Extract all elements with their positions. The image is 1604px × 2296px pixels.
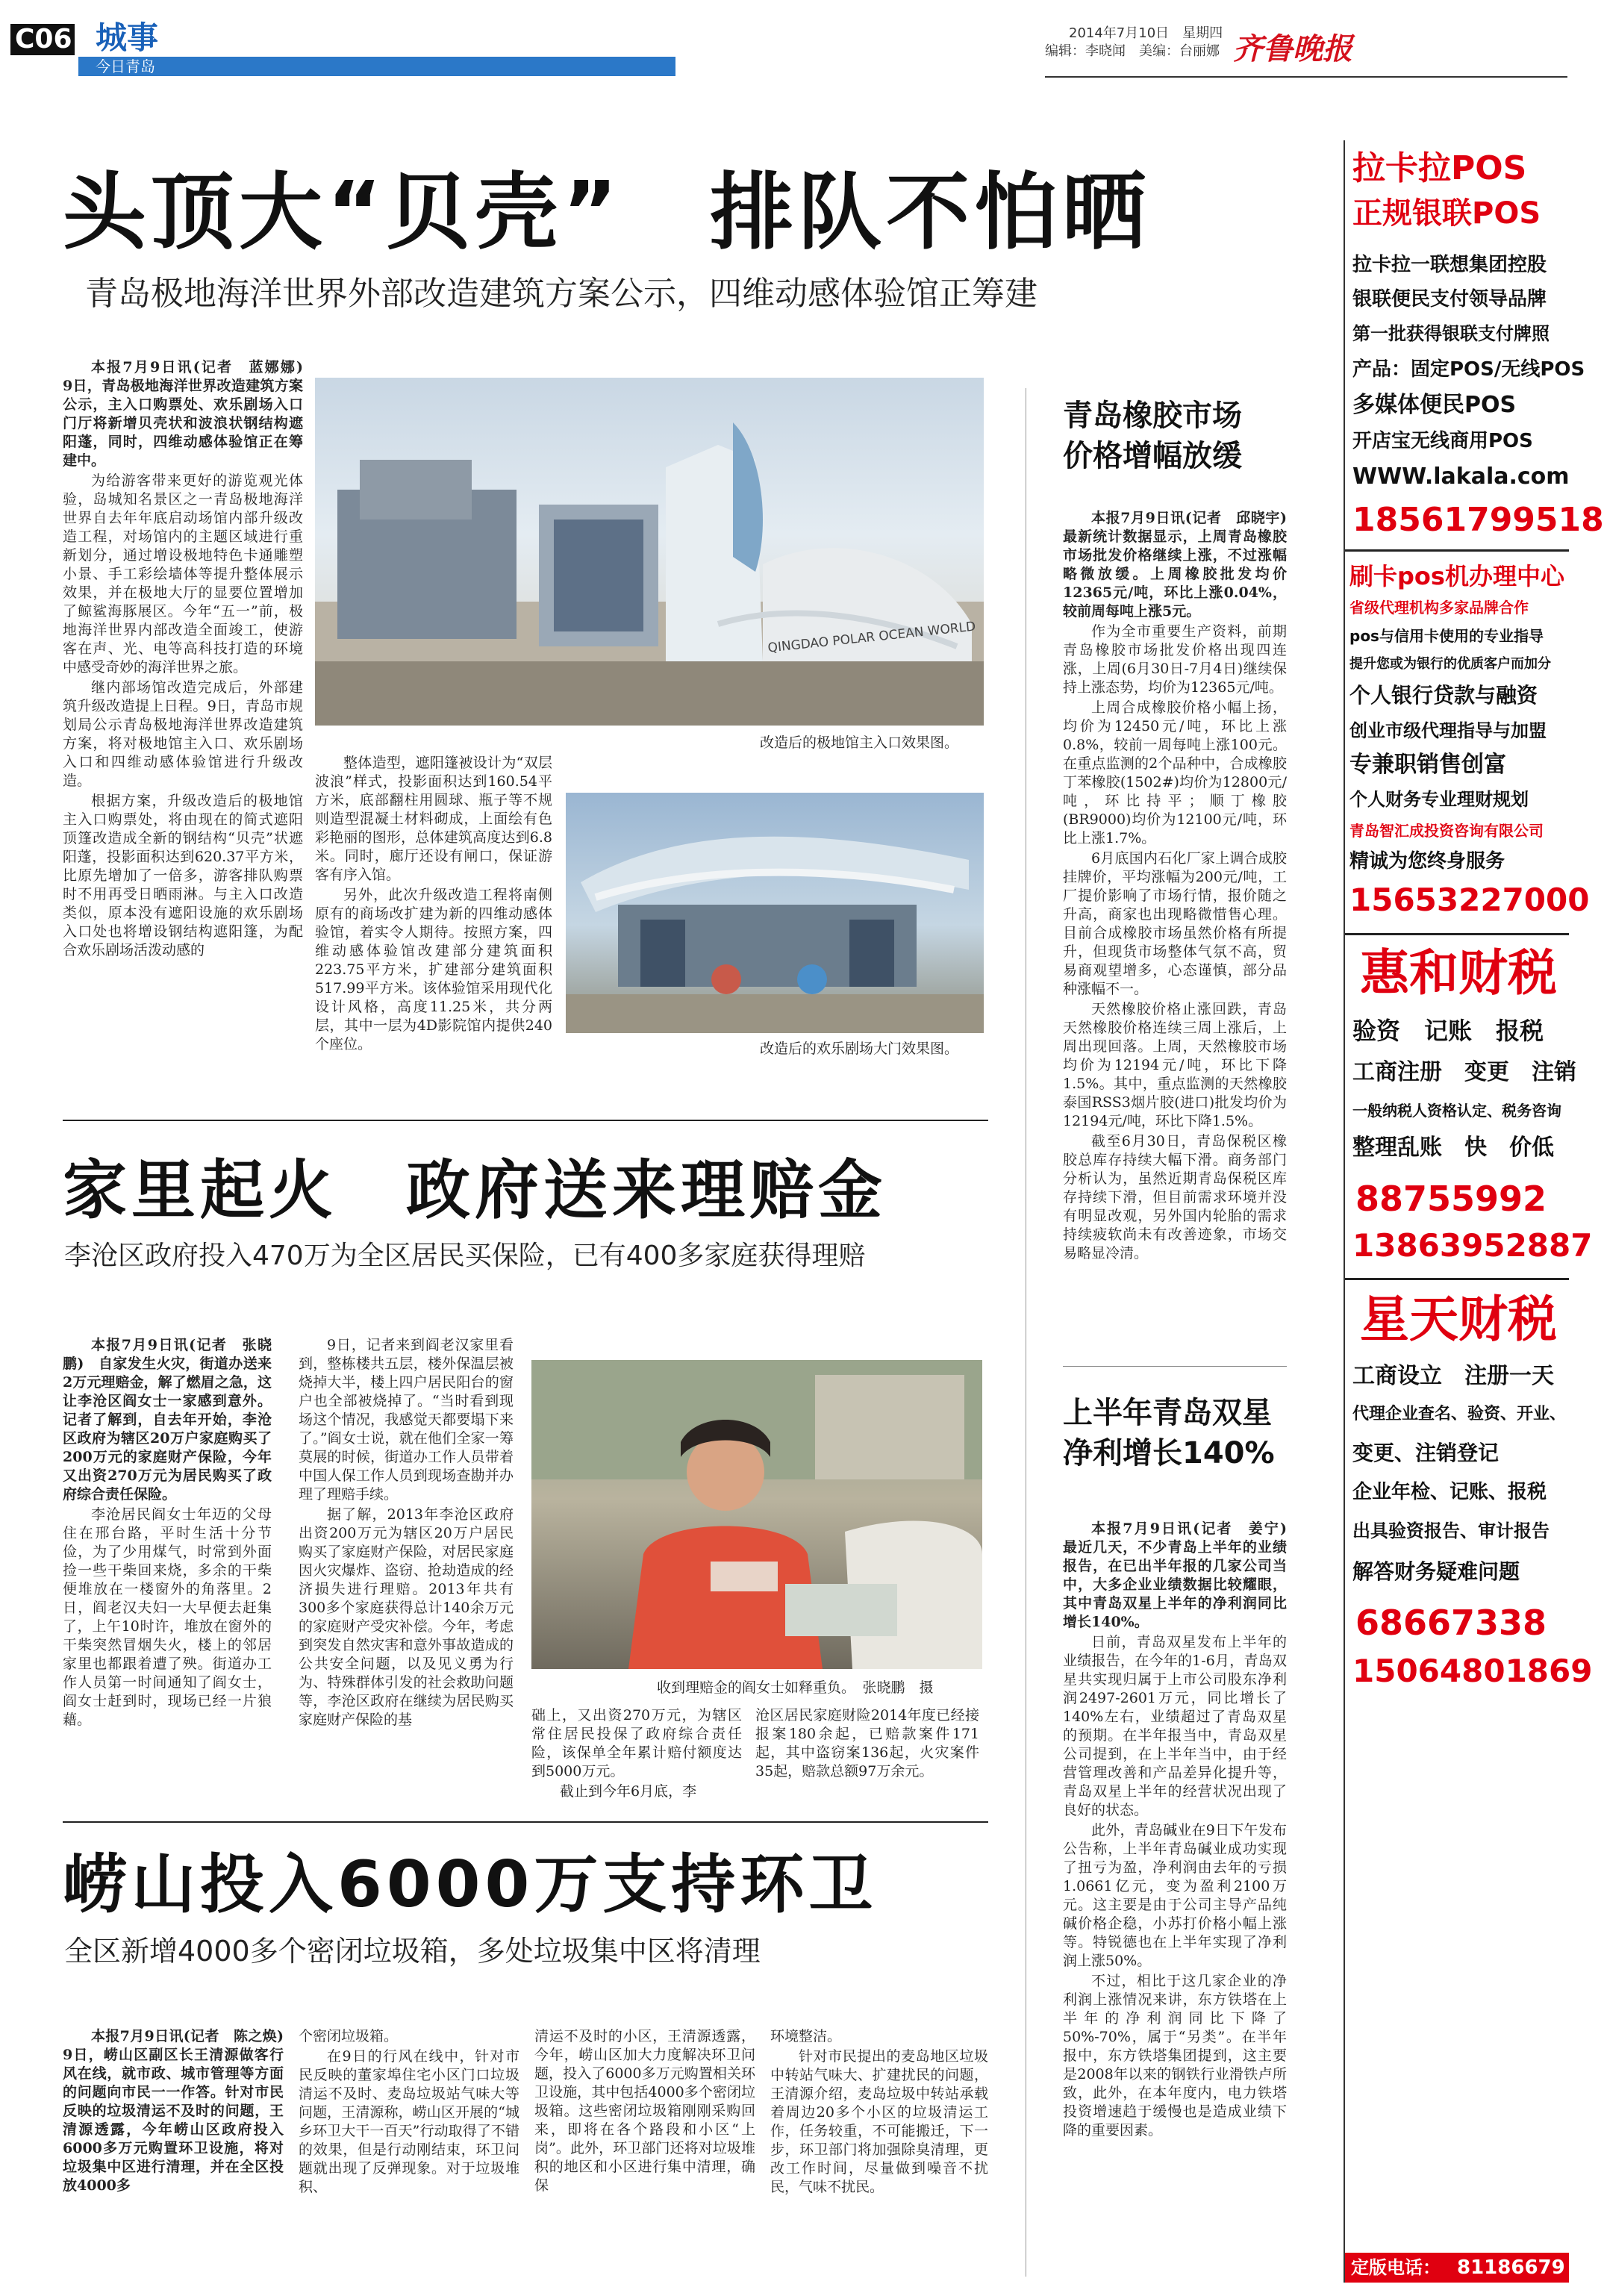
ad-footer-phone: 81186679 xyxy=(1457,2256,1565,2279)
story3-column-3 xyxy=(534,2027,755,2281)
story1-column-2 xyxy=(315,754,552,1082)
editors: 编辑：李晓闻 美编：台丽娜 xyxy=(1045,43,1220,59)
sidebar2-body xyxy=(1063,1520,1302,2266)
ad1-line: 产品：固定POS/无线POS xyxy=(1352,358,1585,381)
story3-headline: 崂山投入6000万支持环卫 xyxy=(63,1847,878,1922)
photo-sign-text: QINGDAO POLAR OCEAN WORLD xyxy=(767,619,977,656)
story1-paragraph: 继内部场馆改造完成后，外部建筑升级改造提上日程。9日，青岛市规划局公示青岛极地海洋世界改造建筑方案，将对极地馆主入口、欢乐剧场入口和四维动感体验馆进行升级改造。 xyxy=(63,679,303,789)
story1-paragraph: 本报7月9日讯(记者 蓝娜娜) 9日，青岛极地海洋世界改造建筑方案公示，主入口购票处、欢乐剧场入口门厅将新增贝壳状和波浪状钢结构遮阳蓬，同时，四维动感体验馆正在筹建中。 xyxy=(63,359,318,469)
story3-paragraph: 清运不及时的小区，王清源透露，今年，崂山区加大力度解决环卫问题，投入了6000多万元购置相关环卫设施，其中包括4000多个密闭垃圾箱。这些密闭垃圾箱刚刚采购回来，即将在各个路段和小区“上岗”。此外，环卫部门还将对垃圾堆积的地区和小区进行集中清理，确保 xyxy=(534,2028,755,2194)
section-subtitle: 今日青岛 xyxy=(96,57,155,75)
story2-paragraph: 础上，又出资270万元，为辖区常住居民投保了政府综合责任险，该保单全年累计赔付额度达到5000万元。 xyxy=(531,1707,742,1779)
ad2-title: 刷卡pos机办理中心 xyxy=(1349,562,1564,590)
payout-illustration xyxy=(531,1360,982,1669)
photo2-caption: 改造后的欢乐剧场大门效果图。 xyxy=(760,1041,959,1057)
story3-paragraph: 针对市民提出的麦岛地区垃圾中转站气味大、扩建扰民的问题，王清源介绍，麦岛垃圾中转站承载着周边20多个小区的垃圾清运工作，任务较重，不可能搬迁，下一步，环卫部门将加强除臭清理，更改工作时间，尽量做到噪音不扰民，气味不扰民。 xyxy=(770,2048,988,2195)
ad2-phone: 15653227000 xyxy=(1349,882,1590,918)
ad2-line: 省级代理机构多家品牌合作 xyxy=(1349,599,1529,617)
ad4-line: 解答财务疑难问题 xyxy=(1352,1559,1520,1584)
ad1-line: 第一批获得银联支付牌照 xyxy=(1352,323,1550,344)
ad-divider xyxy=(1345,549,1569,552)
story1-paragraph: 整体造型，遮阳篷被设计为“双层波浪”样式，投影面积达到160.54平方米，底部翻柱用圆球、瓶子等不规则造型混凝土材料砌成，上面绘有色彩艳丽的图形，总体建筑高度达到6.8米。同时，廊厅还设有闸口，保证游客有序入馆。 xyxy=(315,755,552,883)
story3-paragraph: 环境整洁。 xyxy=(770,2028,842,2044)
ad1-line: 多媒体便民POS xyxy=(1352,392,1517,418)
sidebar1-title-text: 青岛橡胶市场 价格增幅放缓 xyxy=(1063,399,1242,473)
story1-paragraph: 为给游客带来更好的游览观光体验，岛城知名景区之一青岛极地海洋世界自去年年底启动场馆内部升级改造工程，对场馆内的主题区域进行重新划分，通过增设极地特色卡通雕塑小景、手工彩绘墙体等提升整体展示效果，并在极地大厅的显要位置增加了鲸鲨海豚展区。今年“五一”前，极地海洋世界内部改造全面竣工，使游客在声、光、电等高科技打造的环境中感受奇妙的海洋世界之旅。 xyxy=(63,472,303,676)
story3-paragraph: 在9日的行风在线中，针对市民反映的董家埠住宅小区门口垃圾清运不及时、麦岛垃圾站气味大等问题，王清源称，崂山区开展的“城乡环卫大干一百天”行动取得了不错的效果，但是行动刚结束，环卫问题就出现了反弹现象。对于垃圾堆积、 xyxy=(299,2048,519,2195)
sidebar2-top-rule xyxy=(1063,1366,1287,1367)
ad1-subtitle: 正规银联POS xyxy=(1352,196,1541,231)
issue-date: 2014年7月10日 星期四 xyxy=(1069,25,1223,41)
story1-subhead: 青岛极地海洋世界外部改造建筑方案公示，四维动感体验馆正筹建 xyxy=(85,275,1037,313)
ad1-line: 拉卡拉一联想集团控股 xyxy=(1352,254,1547,276)
story3-column-4 xyxy=(770,2027,988,2281)
ad4-phone: 15064801869 xyxy=(1352,1653,1593,1689)
ad3-title: 惠和财税 xyxy=(1360,944,1557,1002)
section-bar xyxy=(78,57,675,76)
ad1-line: 银联便民支付领导品牌 xyxy=(1352,288,1547,311)
masthead-rule xyxy=(1045,76,1567,78)
ad-divider xyxy=(1345,933,1569,935)
story2-paragraph: 李沧居民阎女士年迈的父母住在邢台路，平时生活十分节俭，为了少用煤气，时常到外面捡一些干柴回来烧，多余的干柴便堆放在一楼窗外的角落里。2日，阎老汉夫妇一大早便去赶集了，上午10时许，堆放在窗外的干柴突然冒烟失火，楼上的邻居家里也都跟着遭了殃。街道办工作人员第一时间通知了阎女士，阎女士赶到时，现场已经一片狼藉。 xyxy=(63,1506,272,1728)
theater-illustration xyxy=(566,793,984,1033)
story3-top-rule xyxy=(63,1821,988,1823)
ad2-line: 创业市级代理指导与加盟 xyxy=(1349,720,1547,741)
ad4-line: 出具验资报告、审计报告 xyxy=(1352,1520,1550,1541)
story2-column-1 xyxy=(63,1336,272,1799)
ad2-line: 个人财务专业理财规划 xyxy=(1349,789,1529,810)
ad-column xyxy=(1344,140,1604,2283)
ad1-title: 拉卡拉POS xyxy=(1352,149,1527,187)
ad4-line: 企业年检、记账、报税 xyxy=(1352,1481,1547,1503)
story3-subhead: 全区新增4000多个密闭垃圾箱，多处垃圾集中区将清理 xyxy=(64,1935,761,1968)
ad2-line: 提升您或为银行的优质客户而加分 xyxy=(1349,656,1551,672)
sidebar1-paragraph: 截至6月30日，青岛保税区橡胶总库存持续大幅下滑。商务部门分析认为，虽然近期青岛保税区库存持续下滑，但目前需求环境并没有明显改观，另外国内轮胎的需求持续疲软尚未有改善迹象，市场交易略显冷清。 xyxy=(1063,1133,1287,1261)
sidebar2-paragraph: 日前，青岛双星发布上半年的业绩报告，在今年的1-6月，青岛双星共实现归属于上市公司股东净利润2497-2601万元，同比增长了140%左右，业绩超过了青岛双星的预期。在半年报当中，青岛双星公司提到，在上半年当中，由于经营管理改善和产品差异化提升等，青岛双星上半年的经营状况出现了良好的状态。 xyxy=(1063,1634,1287,1818)
story1-paragraph: 另外，此次升级改造工程将南侧原有的商场改扩建为新的四维动感体验馆，着实令人期待。按照方案，四维动感体验馆改建部分建筑面积223.75平方米，扩建部分建筑面积517.99平方米。该体验馆采用现代化设计风格，高度11.25米，共分两层，其中一层为4D影院馆内提供240个座位。 xyxy=(315,887,552,1052)
ad3-line: 整理乱账 快 价低 xyxy=(1352,1135,1554,1161)
sidebar1-body xyxy=(1063,509,1302,1345)
paper-name: 齐鲁晚报 xyxy=(1233,31,1352,66)
ad2-line: 专兼职销售创富 xyxy=(1349,752,1506,778)
story1-column-1 xyxy=(63,358,318,1082)
ad1-line: 开店宝无线商用POS xyxy=(1352,430,1533,452)
ad4-line: 代理企业查名、验资、开业、 xyxy=(1352,1405,1567,1423)
theater-entrance-photo xyxy=(566,793,984,1033)
story3-column-1 xyxy=(63,2027,299,2281)
ad4-phone: 68667338 xyxy=(1355,1603,1547,1643)
photo1-caption: 改造后的极地馆主入口效果图。 xyxy=(760,734,959,751)
sidebar2-paragraph: 本报7月9日讯(记者 姜宁) 最近几天，不少青岛上半年的业绩报告，在已出半年报的几家公司当中，大多企业业绩数据比较耀眼，其中青岛双星上半年的净利润同比增长140%。 xyxy=(1063,1520,1302,1630)
ad2-line: pos与信用卡使用的专业指导 xyxy=(1349,627,1544,645)
story3-column-2 xyxy=(299,2027,519,2281)
story3-paragraph: 本报7月9日讯(记者 陈之焕) 9日，崂山区副区长王清源做客行风在线，就市政、城市管理等方面的问题向市民一一作答。针对市民反映的垃圾清运不及时的问题，王清源透露，今年崂山区政府投入6000多万元购置环卫设施，将对垃圾集中区进行清理，并在全区投放4000多 xyxy=(63,2028,299,2194)
story2-paragraph: 9日，记者来到阎老汉家里看到，整栋楼共五层，楼外保温层被烧掉大半，楼上四户居民阳台的窗户也全部被烧掉了。“当时看到现场这个情况，我感觉天都要塌下来了。”阎女士说，就在他们全家一筹莫展的时候，街道办工作人员带着中国人保工作人员到现场查勘并办理了理赔手续。 xyxy=(299,1337,514,1503)
ad4-line: 工商设立 注册一天 xyxy=(1352,1363,1554,1389)
masthead xyxy=(0,0,1579,82)
sidebar1-paragraph: 作为全市重要生产资料，前期青岛橡胶市场批发价格出现四连涨，上周(6月30日-7月4日)继续保持上涨态势，均价为12365元/吨。 xyxy=(1063,623,1287,696)
sidebar1-paragraph: 本报7月9日讯(记者 邱晓宇) 最新统计数据显示，上周青岛橡胶市场批发价格继续上涨，不过涨幅略微放缓。上周橡胶批发均价12365元/吨，环比上涨0.04%，较前周每吨上涨5元。 xyxy=(1063,510,1302,620)
ad4-title: 星天财税 xyxy=(1360,1291,1557,1348)
ad3-line: 验资 记账 报税 xyxy=(1352,1017,1544,1045)
ad3-phone: 13863952887 xyxy=(1352,1227,1593,1264)
story2-column-4 xyxy=(755,1706,979,1803)
story2-paragraph: 据了解，2013年李沧区政府出资200万元为辖区20万户居民购买了家庭财产保险，对居民家庭因火灾爆炸、盗窃、抢劫造成的经济损失进行理赔。2013年共有300多个家庭获得总计140余万元的家庭财产受灾补偿。今年，考虑到突发自然灾害和意外事故造成的公共安全问题，以及见义勇为行为、特殊群体引发的社会救助问题等，李沧区政府在继续为居民购买家庭财产保险的基 xyxy=(299,1506,514,1728)
polar-world-illustration xyxy=(315,378,984,726)
sidebar2-paragraph: 不过，相比于这几家企业的净利润上涨情况来讲，东方铁塔在上半年的净利润同比下降了50%-70%，属于“另类”。在半年报中，东方铁塔集团提到，这主要是2008年以来的钢铁行业滑铁卢所致，此外，在本年度内，电力铁塔投资增速趋于缓慢也是造成业绩下降的重要因素。 xyxy=(1063,1973,1287,2139)
ad-footer-label: 定版电话： xyxy=(1351,2257,1441,2278)
sidebar2-paragraph: 此外，青岛碱业在9日下午发布公告称，上半年青岛碱业成功实现了扭亏为盈，净利润由去年的亏损1.0661亿元，变为盈利2100万元。这主要是由于公司主导产品纯碱价格企稳，小苏打价格小幅上涨等。特锐德也在上半年实现了净利润上涨50%。 xyxy=(1063,1822,1287,1969)
ad3-phone: 88755992 xyxy=(1355,1179,1547,1219)
ad3-line: 工商注册 变更 注销 xyxy=(1352,1059,1576,1085)
story2-paragraph: 截止到今年6月底，李 xyxy=(560,1783,697,1800)
story2-top-rule xyxy=(63,1120,988,1121)
story1-paragraph: 根据方案，升级改造后的极地馆主入口购票处，将由现在的简式遮阳顶篷改造成全新的钢结构“贝壳”状遮阳蓬，投影面积达到620.37平方米，比原先增加了一倍多，游客排队购票时不用再受日晒雨淋。与主入口改造类似，原本没有遮阳设施的欢乐剧场入口处也将增设钢结构遮阳篷，为配合欢乐剧场活泼动感的 xyxy=(63,793,303,958)
story2-column-3 xyxy=(531,1706,742,1803)
sidebar1-title xyxy=(1063,396,1242,476)
sidebar1-paragraph: 6月底国内石化厂家上调合成胶挂牌价，平均涨幅为200元/吨，工厂提价影响了市场行情，报价随之升高，商家也出现略微惜售心理。目前合成橡胶市场虽然价格有所提升，但现货市场整体气氛不高，贸易商观望增多，心态谨慎，部分品种涨幅不一。 xyxy=(1063,850,1287,997)
polar-world-entrance-photo xyxy=(315,378,984,726)
sidebar1-paragraph: 天然橡胶价格止涨回跌，青岛天然橡胶价格连续三周上涨后，上周出现回落。上周，天然橡胶市场均价为12194元/吨，环比下降1.5%。其中，重点监测的天然橡胶泰国RSS3烟片胶(进口)批发均价为12194元/吨，环比下降1.5%。 xyxy=(1063,1001,1287,1129)
story2-column-2 xyxy=(299,1336,514,1799)
story2-paragraph: 沧区居民家庭财险2014年度已经接报案180余起，已赔款案件171起，其中盗窃案136起，火灾案件35起，赔款总额97万余元。 xyxy=(755,1707,979,1779)
insurance-payout-photo xyxy=(531,1360,982,1669)
story1-headline: 头顶大“贝壳” 排队不怕晒 xyxy=(63,164,1151,261)
sidebar2-title-text: 上半年青岛双星 净利增长140% xyxy=(1063,1396,1275,1470)
section-title: 城事 xyxy=(96,19,159,56)
sidebar1-paragraph: 上周合成橡胶价格小幅上扬，均价为12450元/吨，环比上涨0.8%，较前一周每吨上涨100元。在重点监测的2个品种中，合成橡胶丁苯橡胶(1502#)均价为12800元/吨，环比持平；顺丁橡胶(BR9000)均价为12100元/吨，环比上涨1.7%。 xyxy=(1063,699,1287,846)
ad3-line: 一般纳税人资格认定、税务咨询 xyxy=(1352,1102,1561,1120)
ad1-website-link[interactable]: WWW.lakala.com xyxy=(1352,464,1570,490)
sidebar2-title xyxy=(1063,1393,1275,1473)
ad2-company: 青岛智汇成投资咨询有限公司 xyxy=(1349,822,1544,840)
ad4-line: 变更、注销登记 xyxy=(1352,1441,1500,1465)
story2-paragraph: 本报7月9日讯(记者 张晓鹏) 自家发生火灾，街道办送来2万元理赔金，解了燃眉之急，这让李沧区阎女士一家感到意外。记者了解到，自去年开始，李沧区政府为辖区20万户家庭购买了200万元的家庭财产保险，今年又出资270万元为居民购买了政府综合责任保险。 xyxy=(63,1337,272,1503)
ad2-slogan: 精诚为您终身服务 xyxy=(1349,850,1505,873)
page-code: C06 xyxy=(15,24,72,54)
ad1-phone: 18561799518 xyxy=(1352,501,1604,539)
story2-subhead: 李沧区政府投入470万为全区居民买保险，已有400多家庭获得理赔 xyxy=(64,1241,866,1271)
payout-photo-caption: 收到理赔金的阎女士如释重负。 张晓鹏 摄 xyxy=(657,1679,934,1696)
story2-headline: 家里起火 政府送来理赔金 xyxy=(63,1153,887,1228)
ad-divider xyxy=(1345,1278,1569,1280)
story3-paragraph: 个密闭垃圾箱。 xyxy=(299,2028,399,2044)
ad2-line: 个人银行贷款与融资 xyxy=(1349,683,1538,708)
